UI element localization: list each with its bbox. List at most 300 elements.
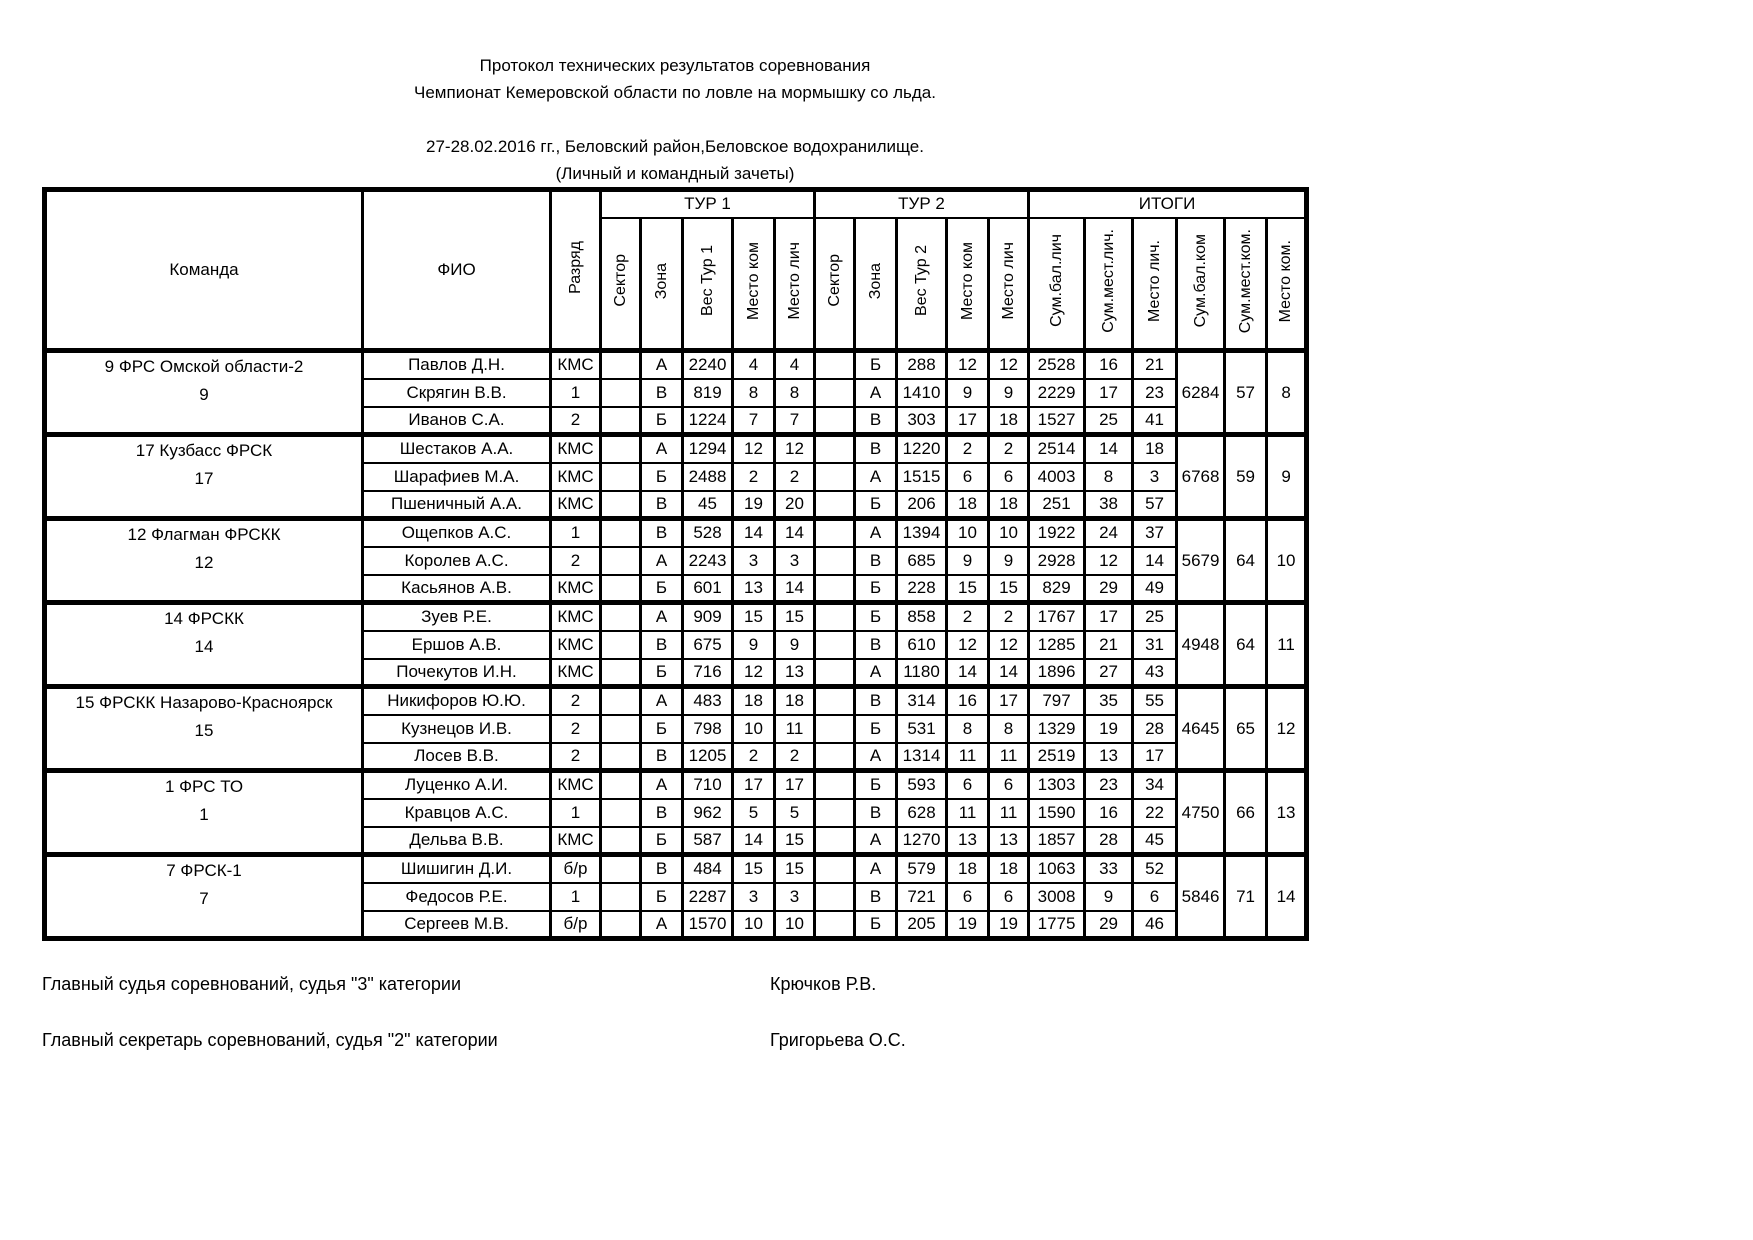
cell-t2-sector xyxy=(815,435,855,463)
cell-t2-place-ind: 18 xyxy=(989,855,1029,883)
document-footer xyxy=(42,971,1308,1054)
header-t1-col-2-label: Вес Тур 1 xyxy=(698,245,716,317)
cell-t1-zone: В xyxy=(641,799,683,827)
cell-place-ind: 23 xyxy=(1133,379,1177,407)
cell-t2-sector xyxy=(815,547,855,575)
member-rank: КМС xyxy=(551,463,601,491)
cell-t2-weight: 858 xyxy=(897,603,947,631)
cell-t2-place-team: 8 xyxy=(947,715,989,743)
cell-t2-place-ind: 6 xyxy=(989,771,1029,799)
cell-t1-weight: 798 xyxy=(683,715,733,743)
cell-t2-place-team: 11 xyxy=(947,799,989,827)
cell-sum-score-ind: 1896 xyxy=(1029,659,1085,687)
cell-sum-places-ind: 9 xyxy=(1085,883,1133,911)
cell-t1-zone: В xyxy=(641,491,683,519)
team-name: 17 Кузбасс ФРСК xyxy=(135,441,273,460)
team-name: 7 ФРСК-1 xyxy=(166,861,242,880)
document-header xyxy=(42,52,1308,187)
cell-team-sum-score: 5679 xyxy=(1177,519,1225,603)
cell-t2-place-ind: 19 xyxy=(989,911,1029,939)
cell-sum-places-ind: 35 xyxy=(1085,687,1133,715)
cell-t1-place-team: 2 xyxy=(733,743,775,771)
header-totals-col-0 xyxy=(1029,218,1085,351)
header-t2-col-0 xyxy=(815,218,855,351)
cell-sum-score-ind: 1922 xyxy=(1029,519,1085,547)
cell-t2-weight: 593 xyxy=(897,771,947,799)
cell-t1-sector xyxy=(601,463,641,491)
cell-sum-places-ind: 29 xyxy=(1085,911,1133,939)
cell-t1-sector xyxy=(601,631,641,659)
cell-t1-sector xyxy=(601,911,641,939)
chief-secretary-row xyxy=(42,1027,1308,1054)
member-rank: 2 xyxy=(551,547,601,575)
cell-t1-zone: Б xyxy=(641,715,683,743)
member-fio: Лосев В.В. xyxy=(363,743,551,771)
cell-t2-sector xyxy=(815,743,855,771)
cell-t2-weight: 288 xyxy=(897,351,947,379)
cell-t2-weight: 628 xyxy=(897,799,947,827)
cell-sum-score-ind: 2519 xyxy=(1029,743,1085,771)
cell-t2-zone: В xyxy=(855,799,897,827)
cell-sum-places-ind: 8 xyxy=(1085,463,1133,491)
cell-t2-place-ind: 8 xyxy=(989,715,1029,743)
cell-t1-sector xyxy=(601,799,641,827)
cell-place-ind: 34 xyxy=(1133,771,1177,799)
cell-t1-zone: Б xyxy=(641,575,683,603)
subtitle-scoring-note: (Личный и командный зачеты) xyxy=(555,164,795,183)
cell-t1-zone: В xyxy=(641,379,683,407)
cell-t1-sector xyxy=(601,575,641,603)
cell-t2-place-ind: 12 xyxy=(989,631,1029,659)
member-row xyxy=(45,771,1307,799)
cell-sum-score-ind: 2514 xyxy=(1029,435,1085,463)
team-number: 15 xyxy=(194,721,214,740)
member-fio: Сергеев М.В. xyxy=(363,911,551,939)
header-t1-col-0 xyxy=(601,218,641,351)
cell-t2-place-ind: 9 xyxy=(989,379,1029,407)
cell-t1-place-ind: 10 xyxy=(775,911,815,939)
header-t2-col-3 xyxy=(947,218,989,351)
cell-team-sum-places: 64 xyxy=(1225,519,1267,603)
cell-t2-zone: А xyxy=(855,463,897,491)
header-totals-col-4 xyxy=(1225,218,1267,351)
cell-t2-sector xyxy=(815,407,855,435)
cell-t2-weight: 314 xyxy=(897,687,947,715)
cell-t1-sector xyxy=(601,491,641,519)
member-fio: Почекутов И.Н. xyxy=(363,659,551,687)
cell-t2-weight: 1180 xyxy=(897,659,947,687)
cell-t1-place-ind: 12 xyxy=(775,435,815,463)
member-fio: Ощепков А.С. xyxy=(363,519,551,547)
cell-t2-zone: А xyxy=(855,743,897,771)
member-rank: б/р xyxy=(551,911,601,939)
cell-sum-score-ind: 797 xyxy=(1029,687,1085,715)
cell-t1-place-ind: 2 xyxy=(775,463,815,491)
cell-t1-place-team: 2 xyxy=(733,463,775,491)
cell-sum-score-ind: 1329 xyxy=(1029,715,1085,743)
cell-place-ind: 43 xyxy=(1133,659,1177,687)
cell-t2-weight: 610 xyxy=(897,631,947,659)
member-rank: 1 xyxy=(551,799,601,827)
member-fio: Шарафиев М.А. xyxy=(363,463,551,491)
cell-sum-score-ind: 1590 xyxy=(1029,799,1085,827)
cell-t2-zone: А xyxy=(855,659,897,687)
member-fio: Зуев Р.Е. xyxy=(363,603,551,631)
cell-t2-place-team: 6 xyxy=(947,771,989,799)
cell-sum-score-ind: 4003 xyxy=(1029,463,1085,491)
cell-t1-place-ind: 9 xyxy=(775,631,815,659)
member-rank: КМС xyxy=(551,575,601,603)
cell-sum-places-ind: 28 xyxy=(1085,827,1133,855)
header-tour2: ТУР 2 xyxy=(815,190,1029,218)
member-row xyxy=(45,603,1307,631)
cell-t1-place-team: 13 xyxy=(733,575,775,603)
cell-t2-sector xyxy=(815,687,855,715)
cell-t2-weight: 721 xyxy=(897,883,947,911)
cell-t1-place-ind: 7 xyxy=(775,407,815,435)
cell-t2-weight: 206 xyxy=(897,491,947,519)
cell-t2-zone: А xyxy=(855,379,897,407)
member-rank: КМС xyxy=(551,435,601,463)
cell-t2-place-team: 9 xyxy=(947,547,989,575)
cell-t1-zone: А xyxy=(641,435,683,463)
cell-sum-places-ind: 12 xyxy=(1085,547,1133,575)
member-fio: Шишигин Д.И. xyxy=(363,855,551,883)
subtitle-date-location: 27-28.02.2016 гг., Беловский район,Беловское водохранилище. xyxy=(426,137,924,156)
header-totals-col-3-label: Сум.бал.ком xyxy=(1191,234,1209,328)
member-rank: 1 xyxy=(551,883,601,911)
cell-t2-place-team: 9 xyxy=(947,379,989,407)
cell-sum-places-ind: 13 xyxy=(1085,743,1133,771)
cell-t2-weight: 303 xyxy=(897,407,947,435)
cell-place-ind: 14 xyxy=(1133,547,1177,575)
cell-t1-sector xyxy=(601,771,641,799)
cell-t2-weight: 531 xyxy=(897,715,947,743)
cell-t2-place-ind: 2 xyxy=(989,603,1029,631)
cell-sum-places-ind: 21 xyxy=(1085,631,1133,659)
cell-t2-weight: 1410 xyxy=(897,379,947,407)
chief-judge-label: Главный судья соревнований, судья "3" категории xyxy=(42,974,462,994)
cell-t2-zone: А xyxy=(855,855,897,883)
cell-team-sum-places: 71 xyxy=(1225,855,1267,939)
cell-place-ind: 41 xyxy=(1133,407,1177,435)
cell-t1-weight: 909 xyxy=(683,603,733,631)
cell-t1-place-team: 19 xyxy=(733,491,775,519)
title-line-1: Протокол технических результатов соревнования xyxy=(479,56,871,75)
team-cell xyxy=(45,687,363,771)
team-cell xyxy=(45,855,363,939)
chief-judge-name: Крючков Р.В. xyxy=(770,974,877,994)
header-t2-col-4 xyxy=(989,218,1029,351)
cell-t1-weight: 2240 xyxy=(683,351,733,379)
member-fio: Луценко А.И. xyxy=(363,771,551,799)
cell-t2-zone: В xyxy=(855,631,897,659)
team-name: 9 ФРС Омской области-2 xyxy=(104,357,304,376)
team-cell xyxy=(45,771,363,855)
cell-t2-place-team: 13 xyxy=(947,827,989,855)
cell-place-ind: 57 xyxy=(1133,491,1177,519)
header-t1-col-1 xyxy=(641,218,683,351)
cell-sum-score-ind: 1857 xyxy=(1029,827,1085,855)
header-t2-col-3-label: Место ком xyxy=(958,241,976,320)
cell-t1-place-ind: 20 xyxy=(775,491,815,519)
member-rank: б/р xyxy=(551,855,601,883)
cell-t2-sector xyxy=(815,799,855,827)
cell-sum-score-ind: 829 xyxy=(1029,575,1085,603)
cell-t1-weight: 601 xyxy=(683,575,733,603)
cell-t1-weight: 962 xyxy=(683,799,733,827)
cell-t1-place-team: 12 xyxy=(733,435,775,463)
cell-t1-zone: В xyxy=(641,743,683,771)
header-team: Команда xyxy=(45,190,363,351)
header-t2-col-4-label: Место лич xyxy=(999,241,1017,320)
header-t2-col-2 xyxy=(897,218,947,351)
chief-secretary-label: Главный секретарь соревнований, судья "2" категории xyxy=(42,1030,498,1050)
member-fio: Ершов А.В. xyxy=(363,631,551,659)
cell-t1-place-team: 15 xyxy=(733,855,775,883)
cell-team-sum-places: 59 xyxy=(1225,435,1267,519)
cell-t2-weight: 685 xyxy=(897,547,947,575)
cell-t2-sector xyxy=(815,883,855,911)
header-totals-col-2 xyxy=(1133,218,1177,351)
cell-t2-place-team: 14 xyxy=(947,659,989,687)
team-number: 1 xyxy=(199,805,209,824)
member-fio: Шестаков А.А. xyxy=(363,435,551,463)
cell-sum-score-ind: 3008 xyxy=(1029,883,1085,911)
member-rank: 2 xyxy=(551,715,601,743)
member-fio: Скрягин В.В. xyxy=(363,379,551,407)
cell-team-sum-score: 4948 xyxy=(1177,603,1225,687)
cell-t1-place-ind: 15 xyxy=(775,603,815,631)
cell-t1-zone: В xyxy=(641,855,683,883)
cell-t2-zone: Б xyxy=(855,351,897,379)
header-tour1: ТУР 1 xyxy=(601,190,815,218)
cell-team-sum-places: 64 xyxy=(1225,603,1267,687)
cell-t1-weight: 1205 xyxy=(683,743,733,771)
member-fio: Иванов С.А. xyxy=(363,407,551,435)
cell-t1-sector xyxy=(601,407,641,435)
cell-sum-places-ind: 33 xyxy=(1085,855,1133,883)
cell-t1-weight: 1570 xyxy=(683,911,733,939)
cell-sum-places-ind: 19 xyxy=(1085,715,1133,743)
cell-t2-sector xyxy=(815,911,855,939)
cell-t1-place-team: 17 xyxy=(733,771,775,799)
header-t2-col-0-label: Сектор xyxy=(825,254,843,308)
cell-t1-sector xyxy=(601,351,641,379)
cell-t1-zone: А xyxy=(641,911,683,939)
cell-t2-place-ind: 17 xyxy=(989,687,1029,715)
member-rank: КМС xyxy=(551,631,601,659)
member-rank: КМС xyxy=(551,659,601,687)
cell-team-place: 10 xyxy=(1267,519,1307,603)
title-gap xyxy=(42,106,1308,133)
cell-t1-place-team: 4 xyxy=(733,351,775,379)
cell-t2-zone: Б xyxy=(855,603,897,631)
cell-t1-place-ind: 14 xyxy=(775,575,815,603)
cell-t1-zone: Б xyxy=(641,827,683,855)
cell-t1-zone: Б xyxy=(641,883,683,911)
cell-team-sum-score: 4645 xyxy=(1177,687,1225,771)
cell-t2-place-ind: 6 xyxy=(989,463,1029,491)
header-totals-col-1-label: Сум.мест.лич. xyxy=(1099,228,1117,333)
member-rank: 2 xyxy=(551,743,601,771)
member-row xyxy=(45,855,1307,883)
cell-t2-sector xyxy=(815,519,855,547)
cell-t2-place-team: 6 xyxy=(947,463,989,491)
cell-sum-places-ind: 25 xyxy=(1085,407,1133,435)
cell-t1-sector xyxy=(601,603,641,631)
chief-secretary-name: Григорьева О.С. xyxy=(770,1030,906,1050)
team-number: 17 xyxy=(194,469,214,488)
cell-t1-weight: 1294 xyxy=(683,435,733,463)
cell-place-ind: 45 xyxy=(1133,827,1177,855)
cell-t1-place-team: 8 xyxy=(733,379,775,407)
header-t1-col-2 xyxy=(683,218,733,351)
cell-t2-weight: 1515 xyxy=(897,463,947,491)
header-totals-col-4-label: Сум.мест.ком. xyxy=(1236,228,1254,333)
cell-t1-zone: В xyxy=(641,631,683,659)
cell-t2-place-team: 18 xyxy=(947,491,989,519)
cell-place-ind: 18 xyxy=(1133,435,1177,463)
cell-t1-zone: А xyxy=(641,547,683,575)
cell-sum-score-ind: 1285 xyxy=(1029,631,1085,659)
member-fio: Павлов Д.Н. xyxy=(363,351,551,379)
cell-t2-zone: Б xyxy=(855,715,897,743)
header-rank xyxy=(551,190,601,351)
team-name: 14 ФРСКК xyxy=(164,609,244,628)
cell-team-place: 9 xyxy=(1267,435,1307,519)
results-table xyxy=(42,187,1309,941)
cell-t2-sector xyxy=(815,631,855,659)
cell-t1-place-ind: 18 xyxy=(775,687,815,715)
cell-sum-score-ind: 2928 xyxy=(1029,547,1085,575)
cell-sum-places-ind: 29 xyxy=(1085,575,1133,603)
cell-team-place: 14 xyxy=(1267,855,1307,939)
cell-t1-sector xyxy=(601,547,641,575)
cell-t2-weight: 1314 xyxy=(897,743,947,771)
header-t1-col-4 xyxy=(775,218,815,351)
cell-t1-place-ind: 3 xyxy=(775,547,815,575)
cell-t2-zone: В xyxy=(855,435,897,463)
cell-t1-sector xyxy=(601,883,641,911)
member-row xyxy=(45,687,1307,715)
chief-judge-row xyxy=(42,971,1308,998)
member-fio: Федосов Р.Е. xyxy=(363,883,551,911)
cell-t2-sector xyxy=(815,575,855,603)
cell-t1-place-ind: 2 xyxy=(775,743,815,771)
cell-t2-place-team: 18 xyxy=(947,855,989,883)
cell-t2-place-ind: 13 xyxy=(989,827,1029,855)
member-rank: 1 xyxy=(551,519,601,547)
member-rank: 2 xyxy=(551,687,601,715)
header-totals-col-0-label: Сум.бал.лич xyxy=(1047,234,1065,328)
cell-t1-place-ind: 3 xyxy=(775,883,815,911)
cell-t2-sector xyxy=(815,659,855,687)
cell-team-sum-places: 65 xyxy=(1225,687,1267,771)
header-totals-col-5 xyxy=(1267,218,1307,351)
cell-t1-sector xyxy=(601,519,641,547)
cell-t2-zone: А xyxy=(855,519,897,547)
header-totals-col-5-label: Место ком. xyxy=(1277,239,1295,322)
cell-t2-weight: 228 xyxy=(897,575,947,603)
member-fio: Касьянов А.В. xyxy=(363,575,551,603)
cell-sum-places-ind: 23 xyxy=(1085,771,1133,799)
cell-place-ind: 22 xyxy=(1133,799,1177,827)
header-t1-col-1-label: Зона xyxy=(652,262,670,299)
member-row xyxy=(45,435,1307,463)
header-t1-col-4-label: Место лич xyxy=(785,241,803,320)
cell-t2-zone: А xyxy=(855,827,897,855)
cell-t2-place-team: 10 xyxy=(947,519,989,547)
cell-place-ind: 6 xyxy=(1133,883,1177,911)
cell-sum-places-ind: 16 xyxy=(1085,351,1133,379)
cell-t2-place-ind: 10 xyxy=(989,519,1029,547)
member-rank: КМС xyxy=(551,603,601,631)
group-header-row xyxy=(45,190,1307,218)
cell-t1-place-team: 7 xyxy=(733,407,775,435)
cell-place-ind: 28 xyxy=(1133,715,1177,743)
cell-place-ind: 31 xyxy=(1133,631,1177,659)
title-line-2: Чемпионат Кемеровской области по ловле на мормышку со льда. xyxy=(414,83,936,102)
cell-t2-weight: 1220 xyxy=(897,435,947,463)
cell-t2-sector xyxy=(815,379,855,407)
cell-t2-place-team: 15 xyxy=(947,575,989,603)
cell-t2-zone: Б xyxy=(855,911,897,939)
member-rank: 1 xyxy=(551,379,601,407)
header-rank-label: Разряд xyxy=(566,241,584,294)
cell-t2-place-team: 19 xyxy=(947,911,989,939)
cell-t1-place-ind: 15 xyxy=(775,855,815,883)
header-totals-col-3 xyxy=(1177,218,1225,351)
cell-t2-zone: В xyxy=(855,407,897,435)
cell-sum-score-ind: 1767 xyxy=(1029,603,1085,631)
cell-sum-places-ind: 14 xyxy=(1085,435,1133,463)
member-fio: Дельва В.В. xyxy=(363,827,551,855)
cell-t2-weight: 205 xyxy=(897,911,947,939)
cell-t1-sector xyxy=(601,435,641,463)
cell-sum-score-ind: 1063 xyxy=(1029,855,1085,883)
cell-t2-place-ind: 11 xyxy=(989,743,1029,771)
member-fio: Кравцов А.С. xyxy=(363,799,551,827)
team-number: 14 xyxy=(194,637,214,656)
cell-t1-weight: 675 xyxy=(683,631,733,659)
cell-t1-zone: Б xyxy=(641,407,683,435)
cell-t1-weight: 2243 xyxy=(683,547,733,575)
cell-t1-weight: 2488 xyxy=(683,463,733,491)
member-rank: КМС xyxy=(551,827,601,855)
cell-t1-zone: А xyxy=(641,603,683,631)
cell-t1-weight: 484 xyxy=(683,855,733,883)
member-rank: КМС xyxy=(551,771,601,799)
cell-t1-place-team: 10 xyxy=(733,911,775,939)
cell-t2-sector xyxy=(815,603,855,631)
member-fio: Кузнецов И.В. xyxy=(363,715,551,743)
results-table-head xyxy=(45,190,1307,351)
header-totals-col-1 xyxy=(1085,218,1133,351)
cell-t2-place-ind: 2 xyxy=(989,435,1029,463)
cell-place-ind: 52 xyxy=(1133,855,1177,883)
header-totals: ИТОГИ xyxy=(1029,190,1307,218)
header-fio: ФИО xyxy=(363,190,551,351)
cell-t1-weight: 2287 xyxy=(683,883,733,911)
cell-t1-weight: 483 xyxy=(683,687,733,715)
cell-t1-weight: 819 xyxy=(683,379,733,407)
cell-t1-place-team: 14 xyxy=(733,519,775,547)
cell-t2-place-ind: 11 xyxy=(989,799,1029,827)
cell-team-sum-score: 6284 xyxy=(1177,351,1225,435)
cell-t2-place-ind: 18 xyxy=(989,407,1029,435)
cell-place-ind: 37 xyxy=(1133,519,1177,547)
